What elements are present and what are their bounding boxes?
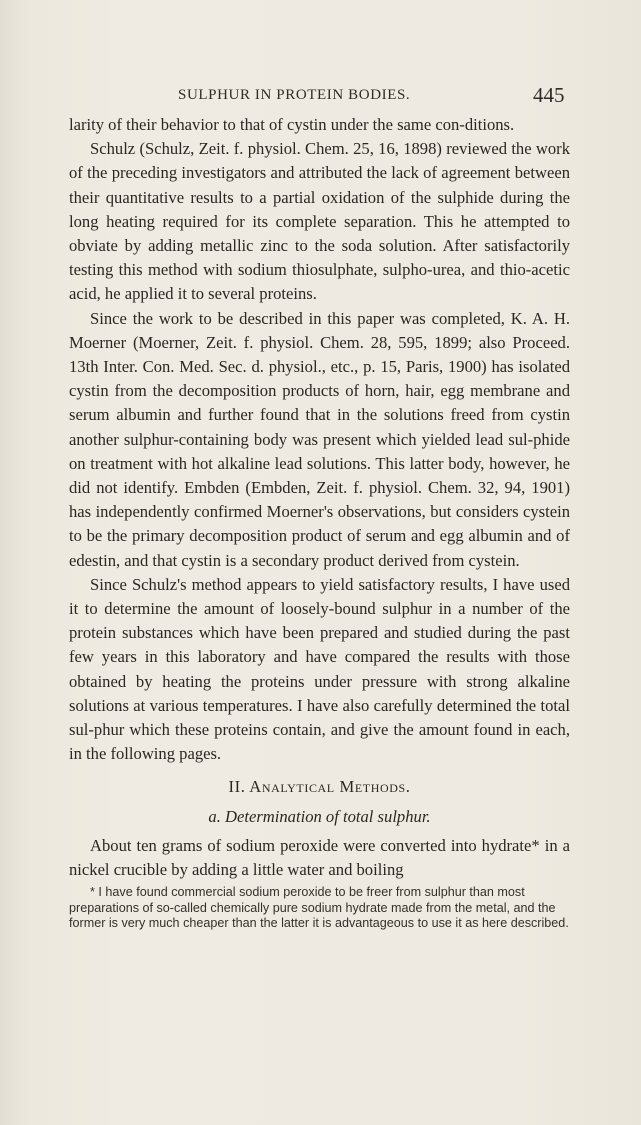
paragraph-continuation: larity of their behavior to that of cystin under the same con-ditions. — [69, 115, 515, 134]
paragraph-method: Since Schulz's method appears to yield satisfactory results, I have used it to determine the amount of loosely-bound sulphur in a number of the protein substances which have been prepared and studied during the past few years in this laboratory and have compared the results with those obtained by heating the proteins under pressure with strong alkaline solutions at various temperatures. I have also carefully determined the total sul-phur which these proteins contain, and give the amount found in each, in the following pages. — [69, 574, 570, 764]
paragraph-schulz: Schulz (Schulz, Zeit. f. physiol. Chem. 25, 16, 1898) reviewed the work of the preceding investigators and attributed the lack of agreement between their quantitative results to a partial oxidation of the sulphide during the long heating required for its complete separation. This he attempted to obviate by adding metallic zinc to the soda solution. After satisfactorily testing this method with sodium thiosulphate, sulpho-urea, and thio-acetic acid, he applied it to several proteins. — [69, 139, 570, 304]
paragraph-procedure: About ten grams of sodium peroxide were converted into hydrate* in a nickel crucible by adding a little water and boiling — [69, 835, 570, 880]
running-head: SULPHUR IN PROTEIN BODIES. — [178, 87, 411, 103]
paragraph-moerner: Since the work to be described in this paper was completed, K. A. H. Moerner (Moerner, Zeit. f. physiol. Chem. 28, 595, 1899; also Proceed. 13th Inter. Con. Med. Sec. d. physiol., etc., p. 15, Paris, 1900) has isolated cystin from the decomposition products of horn, hair, egg membrane and serum albumin and further found that in the solutions freed from cystin another sulphur-containing body was present which yielded lead sul-phide on treatment with hot alkaline lead solutions. This latter body, however, he did not identify. Embden (Embden, Zeit. f. physiol. Chem. 32, 94, 1901) has independently confirmed Moerner's observations, but considers cystein to be the primary decomposition product of serum and egg albumin and of edestin, and that cystin is a secondary product derived from cystein. — [69, 308, 570, 570]
footnote — [69, 885, 570, 931]
footnote-text: * I have found commercial sodium peroxide to be freer from sulphur than most preparations of so-called chemically pure sodium hydrate made from the metal, and the former is very much cheaper than the latter it is advantageous to use it as here described. — [69, 885, 569, 930]
page-header — [0, 83, 641, 109]
section-heading: II. Analytical Methods. — [228, 777, 411, 797]
subsection-heading: a. Determination of total sulphur. — [208, 806, 431, 826]
body-text — [69, 113, 570, 931]
page-number: 445 — [533, 83, 565, 107]
